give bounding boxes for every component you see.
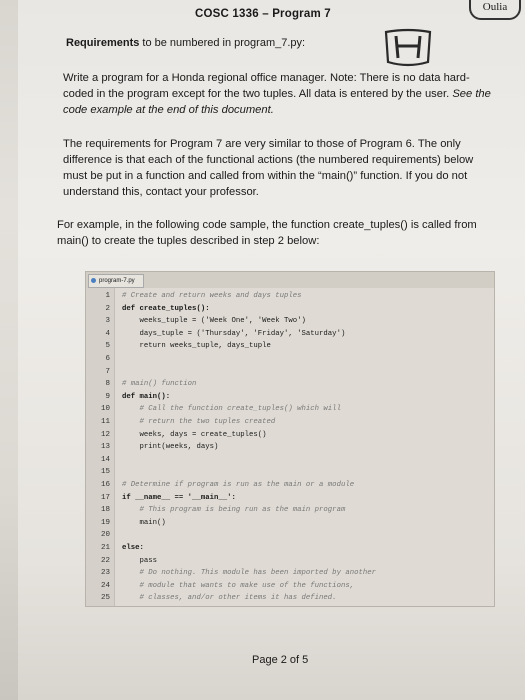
code-line xyxy=(86,592,494,604)
line-number: 1 xyxy=(105,292,110,300)
line-number: 9 xyxy=(105,392,110,401)
code-line xyxy=(86,290,494,302)
line-number: 3 xyxy=(105,317,110,326)
line-number: 8 xyxy=(105,380,110,389)
honda-logo-icon xyxy=(382,28,434,68)
code-text: weeks, days = create_tuples() xyxy=(122,430,267,439)
code-line xyxy=(86,504,494,516)
code-line xyxy=(86,555,494,567)
code-line xyxy=(86,340,494,352)
code-text: def create_tuples(): xyxy=(122,304,210,313)
code-text: pass xyxy=(122,556,158,565)
code-line xyxy=(86,567,494,579)
code-line xyxy=(86,479,494,491)
line-number: 21 xyxy=(100,544,110,552)
code-text: # Create and return weeks and days tuples xyxy=(122,292,302,300)
code-line xyxy=(86,416,494,428)
code-line xyxy=(86,378,494,390)
intro-text: Write a program for a Honda regional office manager. Note: There is no data hard-coded in the program except for the two tuples. All data is entered by the user. xyxy=(63,72,470,100)
code-line xyxy=(86,580,494,592)
code-line xyxy=(86,529,494,541)
code-line xyxy=(86,403,494,415)
code-line xyxy=(86,517,494,529)
code-line xyxy=(86,353,494,365)
code-screenshot xyxy=(85,271,495,607)
code-text: main() xyxy=(122,518,166,527)
line-number: 7 xyxy=(105,367,110,376)
code-text: # main() function xyxy=(122,380,197,389)
code-text: # return the two tuples created xyxy=(122,418,276,426)
line-number: 19 xyxy=(100,518,110,527)
code-line xyxy=(86,542,494,554)
code-text: print(weeks, days) xyxy=(122,443,219,452)
code-text: # Call the function create_tuples() which will xyxy=(122,405,341,414)
line-number: 2 xyxy=(105,304,110,313)
line-number: 11 xyxy=(100,418,110,426)
code-text: # Determine if program is run as the main or a module xyxy=(122,481,355,489)
code-line xyxy=(86,466,494,478)
line-number: 15 xyxy=(100,468,110,477)
line-number: 14 xyxy=(100,455,110,464)
requirements-text: to be numbered in program_7.py: xyxy=(139,37,306,49)
code-text: if __name__ == '__main__': xyxy=(122,493,236,502)
code-line xyxy=(86,441,494,453)
example-paragraph: For example, in the following code sample, the function create_tuples() is called from main() to create the tuples described in step 2 below: xyxy=(57,219,477,247)
editor-tab: program-7.py xyxy=(88,274,144,288)
code-text: def main(): xyxy=(122,392,171,401)
line-number: 24 xyxy=(100,581,110,590)
line-number: 18 xyxy=(100,506,110,515)
code-text: # classes, and/or other items it has defined. xyxy=(122,594,337,603)
code-text: # Do nothing. This module has been imported by another xyxy=(122,569,376,578)
code-line xyxy=(86,391,494,403)
requirements-paragraph: The requirements for Program 7 are very similar to those of Program 6. The only difference is that each of the functional actions (the numbered requirements) below must be put in a function and called from within the “main()” function. If you do not understand this, contact your professor. xyxy=(63,138,474,198)
line-number: 5 xyxy=(105,342,110,351)
line-number: 12 xyxy=(100,430,110,439)
code-line xyxy=(86,315,494,327)
code-line xyxy=(86,328,494,340)
code-text: else: xyxy=(122,544,144,552)
code-text: days_tuple = ('Thursday', 'Friday', 'Saturday') xyxy=(122,329,346,338)
line-number: 23 xyxy=(100,569,110,578)
code-text: return weeks_tuple, days_tuple xyxy=(122,342,271,351)
code-line xyxy=(86,366,494,378)
code-text: weeks_tuple = ('Week One', 'Week Two') xyxy=(122,317,306,326)
intro-italic-note: See the code example at the end of this document. xyxy=(63,88,491,116)
code-line xyxy=(86,454,494,466)
code-line xyxy=(86,492,494,504)
code-text: # This program is being run as the main program xyxy=(122,506,346,515)
line-number: 16 xyxy=(100,481,110,489)
line-number: 20 xyxy=(100,531,110,540)
intro-paragraph xyxy=(63,70,493,118)
line-number: 10 xyxy=(100,405,110,414)
code-line xyxy=(86,303,494,315)
line-number: 4 xyxy=(105,329,110,338)
code-text: # module that wants to make use of the functions, xyxy=(122,581,355,590)
page-number: Page 2 of 5 xyxy=(252,654,309,666)
corner-stamp: Oulia xyxy=(469,0,521,20)
requirements-line xyxy=(66,37,305,49)
page-header: COSC 1336 – Program 7 xyxy=(195,8,331,20)
line-number: 25 xyxy=(100,594,110,603)
line-number: 6 xyxy=(105,355,110,363)
line-number: 17 xyxy=(100,493,110,502)
line-number: 13 xyxy=(100,443,110,452)
code-line xyxy=(86,429,494,441)
line-number: 22 xyxy=(100,556,110,565)
requirements-label: Requirements xyxy=(66,37,140,49)
